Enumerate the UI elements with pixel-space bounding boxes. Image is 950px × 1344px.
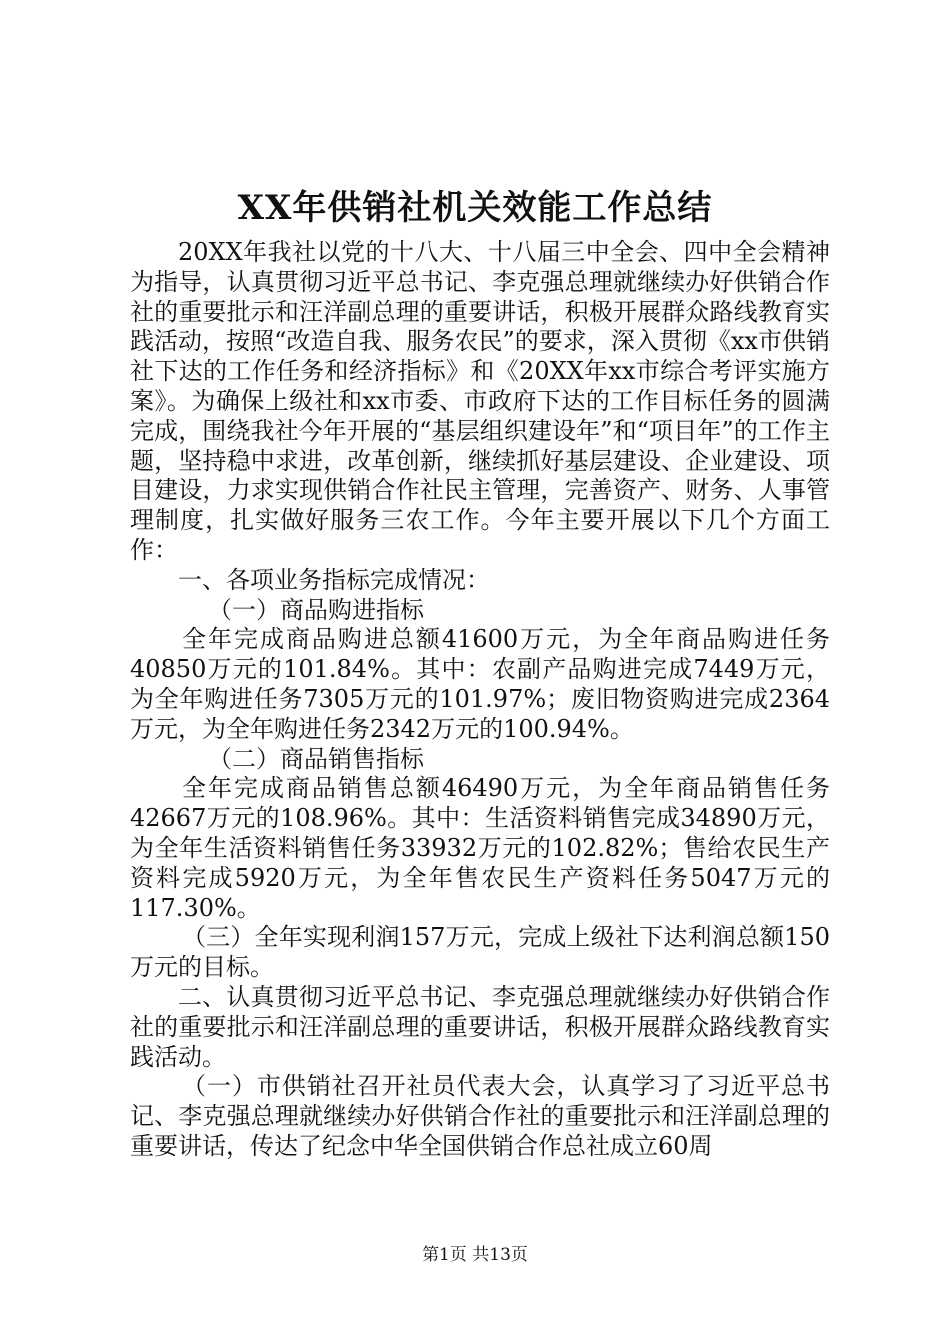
- paragraph-meeting: （一）市供销社召开社员代表大会，认真学习了习近平总书记、李克强总理就继续办好供销合作社的重要批示和汪洋副总理的重要讲话，传达了纪念中华全国供销合作总社成立60周: [130, 1072, 830, 1160]
- paragraph-sales: 全年完成商品销售总额46490万元，为全年商品销售任务42667万元的108.96%。其中：生活资料销售完成34890万元，为全年生活资料销售任务33932万元的102.82%；售给农民生产资料完成5920万元，为全年售农民生产资料任务5047万元的117.30%。: [130, 774, 830, 922]
- section-heading-2: 二、认真贯彻习近平总书记、李克强总理就继续办好供销合作社的重要批示和汪洋副总理的重要讲话，积极开展群众路线教育实践活动。: [130, 982, 830, 1071]
- document-title: XX年供销社机关效能工作总结: [237, 188, 713, 228]
- paragraph-intro: 20XX年我社以党的十八大、十八届三中全会、四中全会精神为指导，认真贯彻习近平总书记、李克强总理就继续办好供销合作社的重要批示和汪洋副总理的重要讲话，积极开展群众路线教育实践活动，按照“改造自我、服务农民”的要求，深入贯彻《xx市供销社下达的工作任务和经济指标》和《20XX年xx市综合考评实施方案》。为确保上级社和xx市委、市政府下达的工作目标任务的圆满完成，围绕我社今年开展的“基层组织建设年”和“项目年”的工作主题，坚持稳中求进，改革创新，继续抓好基层建设、企业建设、项目建设，力求实现供销合作社民主管理，完善资产、财务、人事管理制度，扎实做好服务三农工作。今年主要开展以下几个方面工作：: [130, 238, 830, 564]
- page-number-footer: 第1页 共13页: [422, 1245, 528, 1265]
- document-body: [130, 238, 830, 1162]
- paragraph-profit: （三）全年实现利润157万元，完成上级社下达利润总额150万元的目标。: [130, 923, 830, 982]
- paragraph-purchase: 全年完成商品购进总额41600万元，为全年商品购进任务40850万元的101.84%。其中：农副产品购进完成7449万元，为全年购进任务7305万元的101.97%；废旧物资购进完成2364万元，为全年购进任务2342万元的100.94%。: [130, 625, 830, 743]
- section-heading-1: 一、各项业务指标完成情况：: [178, 565, 490, 594]
- subsection-heading-sales: （二）商品销售指标: [208, 744, 424, 773]
- subsection-heading-purchase: （一）商品购进指标: [208, 595, 424, 624]
